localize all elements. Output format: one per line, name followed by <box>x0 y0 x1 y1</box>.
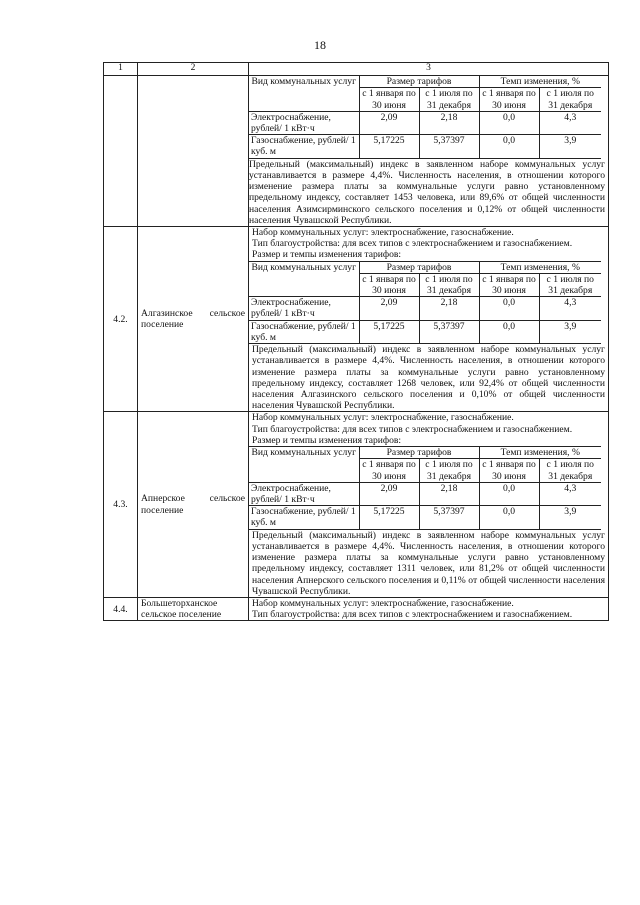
settlement-name: Алгазинское сельское поселение <box>138 226 249 412</box>
tariff-header-razmer: Размер тарифов <box>359 447 479 459</box>
main-table <box>103 62 609 621</box>
tariff-row-gas: Газоснабжение, рублей/ 1 куб. м 5,17225 5,37397 0,0 3,9 <box>249 135 601 158</box>
tariff-row-electricity: Электроснабжение, рублей/ 1 кВт·ч 2,09 2,18 0,0 4,3 <box>249 297 601 320</box>
tariff-table: Вид коммунальных услуг Размер тарифов Темп изменения, % с 1 января по 30 июня с 1 июля по 31 декабря с 1 января по 30 июня с 1 июля по 31 декабря Электроснабжение, рублей/ 1 кВт·ч 2,09 2,18 0,0 4,3 Газоснабжение, рублей/ 1 куб. м 5,17225 5,37397 0,0 3,9 <box>249 446 601 530</box>
tariff-header-razmer: Размер тарифов <box>359 261 479 273</box>
tariff-header-razmer: Размер тарифов <box>359 76 479 88</box>
tariff-period-1: с 1 января по 30 июня <box>359 88 419 111</box>
column-number-row <box>104 63 609 76</box>
tariff-table <box>249 76 601 159</box>
tariff-row-electricity: Электроснабжение, рублей/ 1 кВт·ч 2,09 2,18 0,0 4,3 <box>249 111 601 134</box>
settlement-name: Большеторханское сельское поселение <box>138 597 249 620</box>
table-row <box>104 597 609 620</box>
tariff-row-gas: Газоснабжение, рублей/ 1 куб. м 5,17225 5,37397 0,0 3,9 <box>249 320 601 343</box>
settlement-name <box>138 76 249 227</box>
table-row <box>104 412 609 598</box>
tariff-row-electricity: Электроснабжение, рублей/ 1 кВт·ч 2,09 2,18 0,0 4,3 <box>249 482 601 505</box>
row-content <box>249 597 609 620</box>
row-number: 4.3. <box>104 412 138 598</box>
row-number <box>104 76 138 227</box>
tariff-period-2: с 1 июля по 31 декабря <box>419 88 479 111</box>
column-number-2: 2 <box>138 63 249 76</box>
tariff-header-vid: Вид коммунальных услуг <box>249 76 359 111</box>
tariff-header-temp: Темп изменения, % <box>479 76 601 88</box>
row-content <box>249 412 609 598</box>
page-number: 18 <box>314 38 326 52</box>
row-number: 4.2. <box>104 226 138 412</box>
tariff-table: Вид коммунальных услуг Размер тарифов Темп изменения, % с 1 января по 30 июня с 1 июля по 31 декабря с 1 января по 30 июня с 1 июля по 31 декабря Электроснабжение, рублей/ 1 кВт·ч 2,09 2,18 0,0 4,3 Газоснабжение, рублей/ 1 куб. м 5,17225 5,37397 0,0 3,9 <box>249 261 601 345</box>
tariff-caption: Размер и темпы изменения тарифов: <box>252 249 402 261</box>
limit-index-text: Предельный (максимальный) индекс в заявленном наборе коммунальных услуг устанавливается в размере 4,4%. Численность населения, в отношении которого изменение размера платы за коммунальные услуги равно установленному предельному индексу, составляет 1268 человек, или 92,4% от общей численности населения Алгазинского сельского поселения и 0,10% от общей численности населения Чувашской Республики. <box>252 344 605 412</box>
table-row <box>104 226 609 412</box>
services-set-text: Набор коммунальных услуг: электроснабжение, газоснабжение. <box>252 597 514 609</box>
services-set-text: Набор коммунальных услуг: электроснабжение, газоснабжение. <box>252 412 514 424</box>
tariff-caption: Размер и темпы изменения тарифов: <box>252 434 402 446</box>
tariff-header-vid: Вид коммунальных услуг <box>249 447 359 483</box>
row-number: 4.4. <box>104 597 138 620</box>
services-set-text: Набор коммунальных услуг: электроснабжение, газоснабжение. <box>252 226 514 238</box>
settlement-name: Апнерское сельское поселение <box>138 412 249 598</box>
limit-index-text: Предельный (максимальный) индекс в заявленном наборе коммунальных услуг устанавливается в размере 4,4%. Численность населения, в отношении которого изменение размера платы за коммунальные услуги равно установленному предельному индексу, составляет 1311 человек, или 81,2% от общей численности населения Апнерского сельского поселения и 0,11% от общей численности населения Чувашской Республики. <box>252 529 605 597</box>
row-content <box>249 76 609 227</box>
table-row <box>104 76 609 227</box>
tariff-row-gas: Газоснабжение, рублей/ 1 куб. м 5,17225 5,37397 0,0 3,9 <box>249 506 601 529</box>
tariff-period-3: с 1 января по 30 июня <box>479 88 539 111</box>
tariff-header-vid: Вид коммунальных услуг <box>249 261 359 297</box>
tariff-period-4: с 1 июля по 31 декабря <box>539 88 601 111</box>
tariff-header-temp: Темп изменения, % <box>479 447 601 459</box>
row-content <box>249 226 609 412</box>
improvement-type-text: Тип благоустройства: для всех типов с электроснабжением и газоснабжением. <box>252 609 573 621</box>
column-number-1: 1 <box>104 63 138 76</box>
limit-index-text: Предельный (максимальный) индекс в заявленном наборе коммунальных услуг устанавливается в размере 4,4%. Численность населения, в отношении которого изменение размера платы за коммунальные услуги равно установленному предельному индексу, составляет 1453 человека, или 89,6% от общей численности населения Азимсирминского сельского поселения и 0,12% от общей численности населения Чувашской Республики. <box>249 158 605 226</box>
tariff-header-temp: Темп изменения, % <box>479 261 601 273</box>
column-number-3: 3 <box>249 63 609 76</box>
improvement-type-text: Тип благоустройства: для всех типов с электроснабжением и газоснабжением. <box>252 423 573 435</box>
improvement-type-text: Тип благоустройства: для всех типов с электроснабжением и газоснабжением. <box>252 238 573 250</box>
